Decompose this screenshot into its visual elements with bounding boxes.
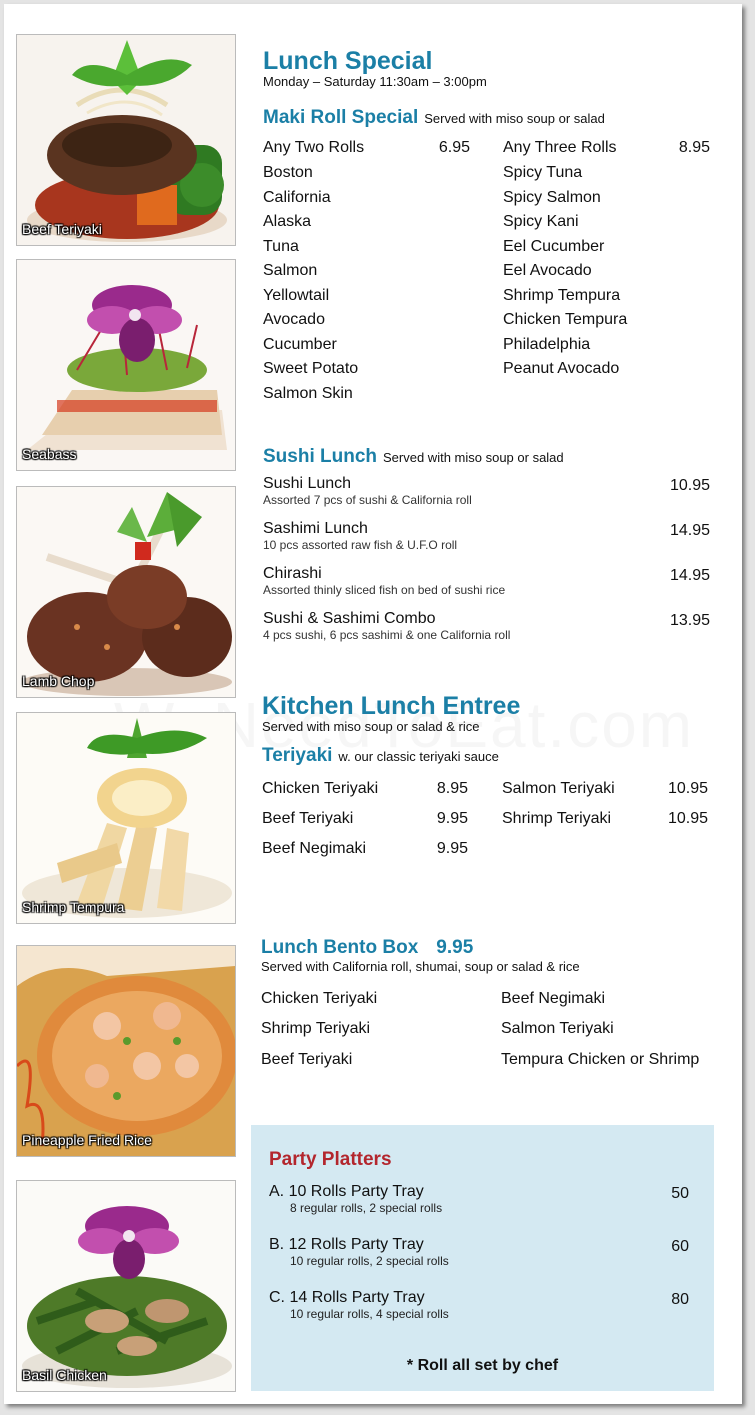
roll-item: Salmon — [263, 262, 318, 279]
roll-item: Shrimp Tempura — [503, 286, 621, 304]
party-item-name: C. 14 Rolls Party Tray — [269, 1289, 425, 1306]
roll-item: Philadelphia — [503, 335, 591, 353]
bento-item: Beef Negimaki — [501, 990, 606, 1007]
roll-item: Spicy Tuna — [503, 164, 583, 181]
bento-item: Chicken Teriyaki — [261, 990, 378, 1007]
maki-title: Maki Roll Special — [263, 107, 419, 128]
teriyaki-item: Chicken Teriyaki — [262, 780, 379, 797]
roll-item: Avocado — [263, 311, 325, 328]
photo-beef-teriyaki — [16, 34, 236, 246]
roll-item: Chicken Tempura — [503, 311, 628, 328]
party-title: Party Platters — [269, 1149, 392, 1170]
party-item — [269, 1183, 442, 1215]
teriyaki-price: 8.95 — [436, 780, 468, 797]
bento-item: Shrimp Teriyaki — [261, 1020, 371, 1037]
sushi-item-name: Sushi Lunch — [263, 475, 352, 492]
roll-item: Spicy Kani — [503, 213, 579, 230]
roll-item: Spicy Salmon — [503, 188, 601, 206]
roll-item: Boston — [263, 164, 313, 181]
roll-item: Eel Avocado — [503, 262, 592, 279]
menu-page — [4, 4, 742, 1404]
party-item — [269, 1236, 449, 1268]
sushi-item — [263, 520, 457, 552]
teriyaki-price: 10.95 — [667, 780, 708, 797]
sushi-item-name: Chirashi — [263, 565, 322, 582]
photo-caption: Lamb Chop — [22, 673, 95, 689]
kitchen-note: Served with miso soup or salad & rice — [262, 719, 480, 734]
sushi-item — [263, 475, 472, 507]
any-three-rolls-price: 8.95 — [678, 139, 710, 156]
photo-caption: Basil Chicken — [22, 1367, 107, 1383]
bento-title: Lunch Bento Box — [261, 937, 419, 958]
sushi-item-price: 13.95 — [669, 612, 710, 629]
maki-note: Served with miso soup or salad — [424, 111, 605, 126]
seabass-photo — [17, 260, 235, 470]
sushi-item — [263, 565, 505, 597]
bento-note: Served with California roll, shumai, soup or salad & rice — [261, 959, 580, 974]
three-rolls-list — [503, 161, 627, 382]
party-item — [269, 1289, 449, 1321]
roll-item: Cucumber — [263, 335, 337, 353]
two-rolls-list — [263, 161, 358, 406]
photo-seabass — [16, 259, 236, 471]
sushi-item-desc: Assorted thinly sliced fish on bed of sushi rice — [263, 583, 506, 597]
sushi-title: Sushi Lunch — [263, 446, 377, 467]
party-item-price: 60 — [671, 1238, 689, 1255]
photo-basil-chicken — [16, 1180, 236, 1392]
party-item-name: B. 12 Rolls Party Tray — [269, 1236, 424, 1253]
roll-item: Alaska — [263, 213, 312, 230]
any-two-rolls-price: 6.95 — [438, 139, 470, 156]
basil-chicken-photo — [17, 1181, 235, 1391]
photo-caption: Beef Teriyaki — [22, 221, 102, 237]
sushi-item-name: Sashimi Lunch — [263, 520, 368, 537]
pineapple-fried-rice-photo — [17, 946, 235, 1156]
any-two-rolls-label: Any Two Rolls — [263, 139, 365, 156]
sushi-note: Served with miso soup or salad — [383, 450, 564, 465]
roll-item: Salmon Skin — [263, 384, 353, 402]
teriyaki-price: 9.95 — [436, 840, 468, 857]
roll-item: California — [263, 188, 331, 206]
lamb-chop-photo — [17, 487, 235, 697]
roll-item: Peanut Avocado — [503, 360, 620, 377]
teriyaki-item: Shrimp Teriyaki — [502, 810, 612, 827]
photo-caption: Seabass — [22, 446, 77, 462]
party-item-price: 80 — [671, 1291, 689, 1308]
party-item-desc: 10 regular rolls, 4 special rolls — [290, 1307, 449, 1321]
sushi-item-price: 10.95 — [669, 477, 710, 494]
bento-heading — [261, 937, 473, 959]
party-item-name: A. 10 Rolls Party Tray — [269, 1183, 424, 1200]
roll-item: Yellowtail — [263, 286, 330, 304]
teriyaki-item: Beef Negimaki — [262, 840, 367, 857]
bento-price: 9.95 — [436, 937, 474, 958]
teriyaki-title: Teriyaki — [262, 745, 333, 766]
beef-teriyaki-photo — [17, 35, 235, 245]
party-item-desc: 8 regular rolls, 2 special rolls — [290, 1201, 443, 1215]
roll-item: Tuna — [263, 237, 299, 255]
photo-pineapple-fried-rice — [16, 945, 236, 1157]
bento-item: Beef Teriyaki — [261, 1051, 353, 1068]
kitchen-title: Kitchen Lunch Entree — [262, 692, 521, 720]
party-item-price: 50 — [671, 1185, 689, 1202]
party-item-desc: 10 regular rolls, 2 special rolls — [290, 1254, 449, 1268]
teriyaki-price: 10.95 — [667, 810, 708, 827]
lunch-special-title: Lunch Special — [263, 47, 433, 75]
maki-heading — [263, 107, 605, 129]
photo-lamb-chop — [16, 486, 236, 698]
teriyaki-note: w. our classic teriyaki sauce — [338, 749, 499, 764]
teriyaki-item: Beef Teriyaki — [262, 810, 354, 827]
sushi-item-name: Sushi & Sashimi Combo — [263, 610, 436, 627]
sushi-item-desc: Assorted 7 pcs of sushi & California roll — [263, 493, 472, 507]
teriyaki-heading — [262, 745, 499, 767]
teriyaki-price: 9.95 — [436, 810, 468, 827]
bento-item: Salmon Teriyaki — [501, 1020, 614, 1037]
sushi-item-desc: 10 pcs assorted raw fish & U.F.O roll — [263, 538, 458, 552]
photo-shrimp-tempura — [16, 712, 236, 924]
sushi-item — [263, 610, 510, 642]
roll-item: Eel Cucumber — [503, 237, 605, 255]
sushi-item-price: 14.95 — [669, 522, 710, 539]
shrimp-tempura-photo — [17, 713, 235, 923]
sushi-heading — [263, 446, 564, 468]
photo-caption: Pineapple Fried Rice — [22, 1132, 152, 1148]
party-platters-box — [251, 1125, 714, 1391]
teriyaki-item: Salmon Teriyaki — [502, 780, 615, 797]
roll-item: Sweet Potato — [263, 360, 359, 377]
bento-item: Tempura Chicken or Shrimp — [501, 1051, 700, 1068]
sushi-item-price: 14.95 — [669, 567, 710, 584]
party-footnote: * Roll all set by chef — [406, 1357, 559, 1374]
photo-caption: Shrimp Tempura — [22, 899, 125, 915]
lunch-special-hours: Monday – Saturday 11:30am – 3:00pm — [263, 74, 487, 89]
any-three-rolls-label: Any Three Rolls — [503, 139, 617, 156]
sushi-item-desc: 4 pcs sushi, 6 pcs sashimi & one California roll — [263, 628, 511, 642]
